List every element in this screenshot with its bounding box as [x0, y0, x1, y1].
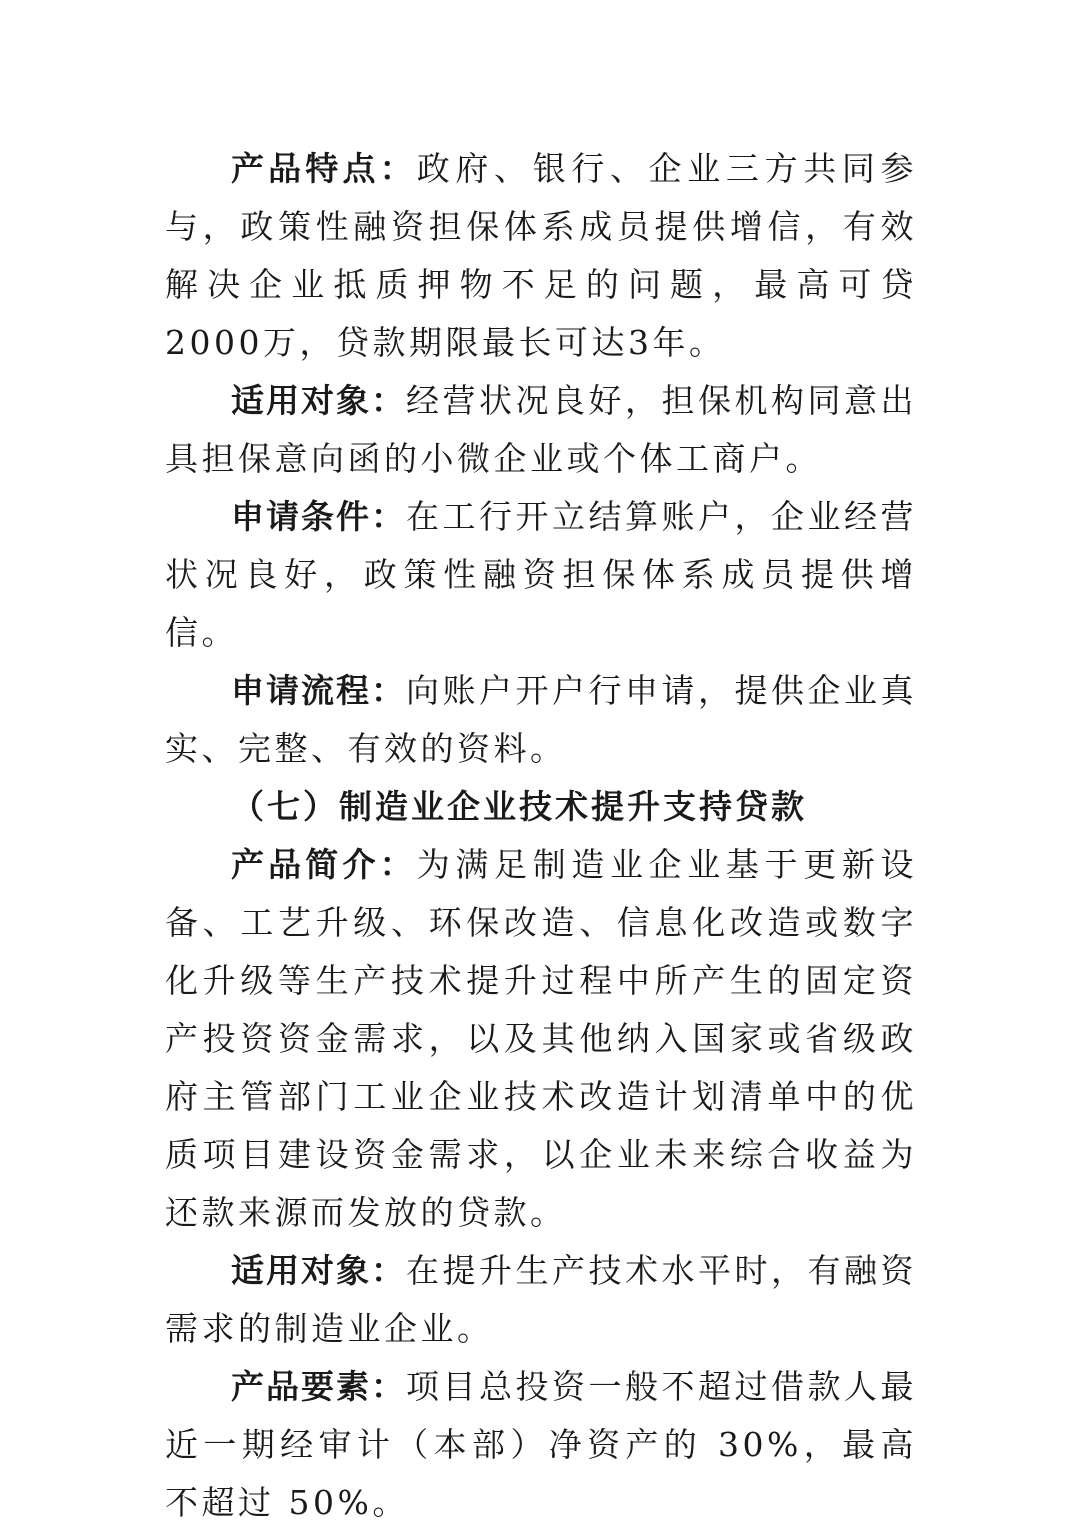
paragraph-label: 申请条件：: [231, 497, 406, 536]
paragraph-product-elements: [165, 1358, 917, 1532]
paragraph-text: 项目总投资一般不超过借款人最近一期经审计（本部）净资产的 30%，最高不超过 50%。: [165, 1367, 917, 1522]
section-heading: （七）制造业企业技术提升支持贷款: [231, 787, 807, 826]
paragraph-application-process: [165, 662, 917, 778]
document-body: [165, 140, 917, 1532]
paragraph-label: 产品特点：: [231, 149, 417, 188]
paragraph-text: 在提升生产技术水平时，有融资需求的制造业企业。: [165, 1251, 917, 1348]
paragraph-label: 适用对象：: [231, 381, 406, 420]
paragraph-label: 申请流程：: [231, 671, 406, 710]
paragraph-application-conditions: [165, 488, 917, 662]
paragraph-target-users-section: [165, 1242, 917, 1358]
paragraph-text: 向账户开户行申请，提供企业真实、完整、有效的资料。: [165, 671, 917, 768]
paragraph-product-features: [165, 140, 917, 372]
paragraph-text: 为满足制造业企业基于更新设备、工艺升级、环保改造、信息化改造或数字化升级等生产技术提升过程中所产生的固定资产投资资金需求，以及其他纳入国家或省级政府主管部门工业企业技术改造计划清单中的优质项目建设资金需求，以企业未来综合收益为还款来源而发放的贷款。: [165, 845, 918, 1232]
paragraph-label: 适用对象：: [231, 1251, 406, 1290]
paragraph-label: 产品简介：: [231, 845, 417, 884]
paragraph-text: 在工行开立结算账户，企业经营状况良好，政策性融资担保体系成员提供增信。: [165, 497, 917, 652]
paragraph-product-intro: [165, 836, 917, 1242]
paragraph-target-users: [165, 372, 917, 488]
paragraph-label: 产品要素：: [231, 1367, 406, 1406]
paragraph-text: 经营状况良好，担保机构同意出具担保意向函的小微企业或个体工商户。: [165, 381, 917, 478]
paragraph-text: 政府、银行、企业三方共同参与，政策性融资担保体系成员提供增信，有效解决企业抵质押物不足的问题，最高可贷2000万，贷款期限最长可达3年。: [165, 149, 918, 362]
